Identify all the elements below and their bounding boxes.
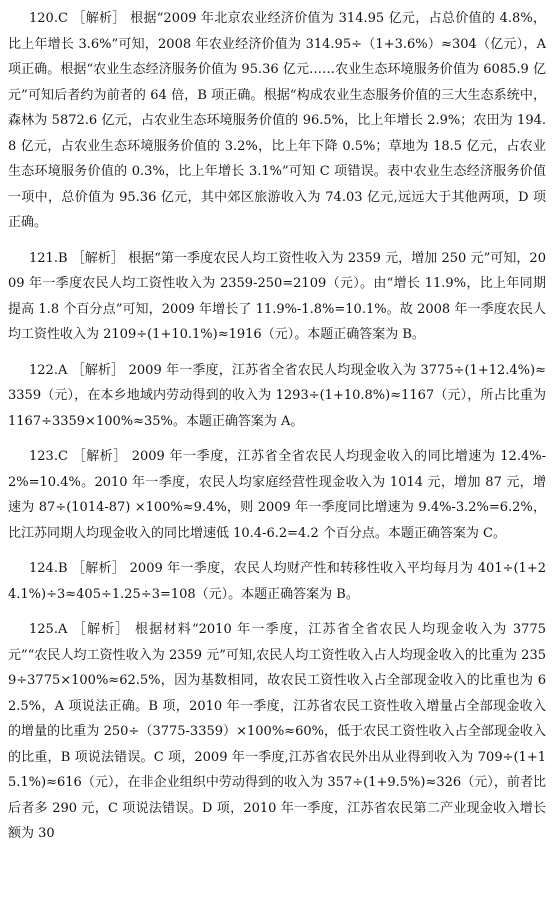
analysis-tag: ［解析］ bbox=[72, 622, 130, 637]
answer-122 bbox=[8, 358, 546, 435]
question-number: 124.B bbox=[29, 561, 68, 576]
question-number: 121.B bbox=[29, 250, 68, 266]
analysis-tag: ［解析］ bbox=[71, 250, 124, 266]
analysis-text: 根据“第一季度农民人均工资性收入为 2359 元，增加 250 元”可知，2009 年一季度农民人均工资性收入为 2359-250=2109（元）。由“增长 11.9%，比上年同期提高 1.8 个百分点”可知，2009 年增长了 11.9%-1.8%=10.1%。故 2008 年一季度农民人均工资性收入为 2109÷(1+10.1%)≈1916（元）。本题正确答案为 B。 bbox=[8, 250, 546, 342]
analysis-text: 根据材料“2010 年一季度，江苏省全省农民人均现金收入为 3775 元”“农民人均工资性收入为 2359 元”可知,农民人均工资性收入占人均现金收入的比重为 2359÷3775×100%≈62.5%，因为基数相同，故农民工资性收入占全部现金收入的比重也为 62.5%，A 项说法正确。B 项，2010 年一季度，江苏省农民工资性收入增量占全部现金收入的增量的比重为 250÷（3775-3359）×100%≈60%，低于农民工资性收入占全部现金收入的比重，B 项说法错误。C 项，2009 年一季度,江苏省农民外出从业得到收入为 709÷(1+15.1%)≈616（元），在非企业组织中劳动得到的收入为 357÷(1+9.5%)≈326（元），前者比后者多 290 元，C 项说法错误。D 项，2010 年一季度，江苏省农民第二产业现金收入增长额为 30 bbox=[8, 622, 546, 841]
answer-121 bbox=[8, 246, 546, 348]
answer-123 bbox=[8, 444, 546, 546]
analysis-tag: ［解析］ bbox=[71, 362, 125, 378]
analysis-text: 根据“2009 年北京农业经济价值为 314.95 亿元，占总价值的 4.8%，比上年增长 3.6%”可知，2008 年农业经济价值为 314.95÷（1+3.6%）≈304（亿元），A 项正确。根据“农业生态经济服务价值为 95.36 亿元……农业生态环境服务价值为 6085.9 亿元”可知后者约为前者的 64 倍，B 项正确。根据“构成农业生态服务价值的三大生态系统中，森林为 5872.6 亿元，占农业生态环境服务价值的 96.5%，比上年增长 2.9%；农田为 194.8 亿元，占农业生态环境服务价值的 3.2%，比上年下降 0.5%；草地为 18.5 亿元，占农业生态环境服务价值的 0.3%，比上年增长 3.1%”可知 C 项错误。表中农业生态经济服务价值一项中，总价值为 95.36 亿元，其中郊区旅游收入为 74.03 亿元,远远大于其他两项，D 项正确。 bbox=[8, 11, 546, 230]
question-number: 120.C bbox=[29, 11, 68, 26]
question-number: 122.A bbox=[29, 362, 68, 378]
question-number: 123.C bbox=[29, 449, 68, 464]
question-number: 125.A bbox=[29, 622, 68, 637]
answer-125 bbox=[8, 617, 546, 847]
analysis-tag: ［解析］ bbox=[72, 11, 126, 26]
analysis-text: 2009 年一季度，江苏省全省农民人均现金收入为 3775÷(1+12.4%)≈3359（元），在本乡地域内劳动得到的收入为 1293÷(1+10.8%)≈1167（元），所占比重为 1167÷3359×100%≈35%。本题正确答案为 A。 bbox=[8, 362, 546, 429]
answer-120 bbox=[8, 6, 546, 236]
answer-124 bbox=[8, 556, 546, 607]
analysis-text: 2009 年一季度，江苏省全省农民人均现金收入的同比增速为 12.4%-2%=10.4%。2010 年一季度，农民人均家庭经营性现金收入为 1014 元，增加 87 元，增速为 87÷(1014-87) ×100%≈9.4%，则 2009 年一季度同比增速为 9.4%-3.2%=6.2%，比江苏同期人均现金收入的同比增速低 10.4-6.2=4.2 个百分点。本题正确答案为 C。 bbox=[8, 449, 546, 541]
analysis-tag: ［解析］ bbox=[72, 449, 127, 464]
analysis-text: 2009 年一季度，农民人均财产性和转移性收入平均每月为 401÷(1+24.1%)÷3≈405÷1.25÷3=108（元）。本题正确答案为 B。 bbox=[8, 561, 546, 602]
analysis-tag: ［解析］ bbox=[71, 561, 126, 576]
